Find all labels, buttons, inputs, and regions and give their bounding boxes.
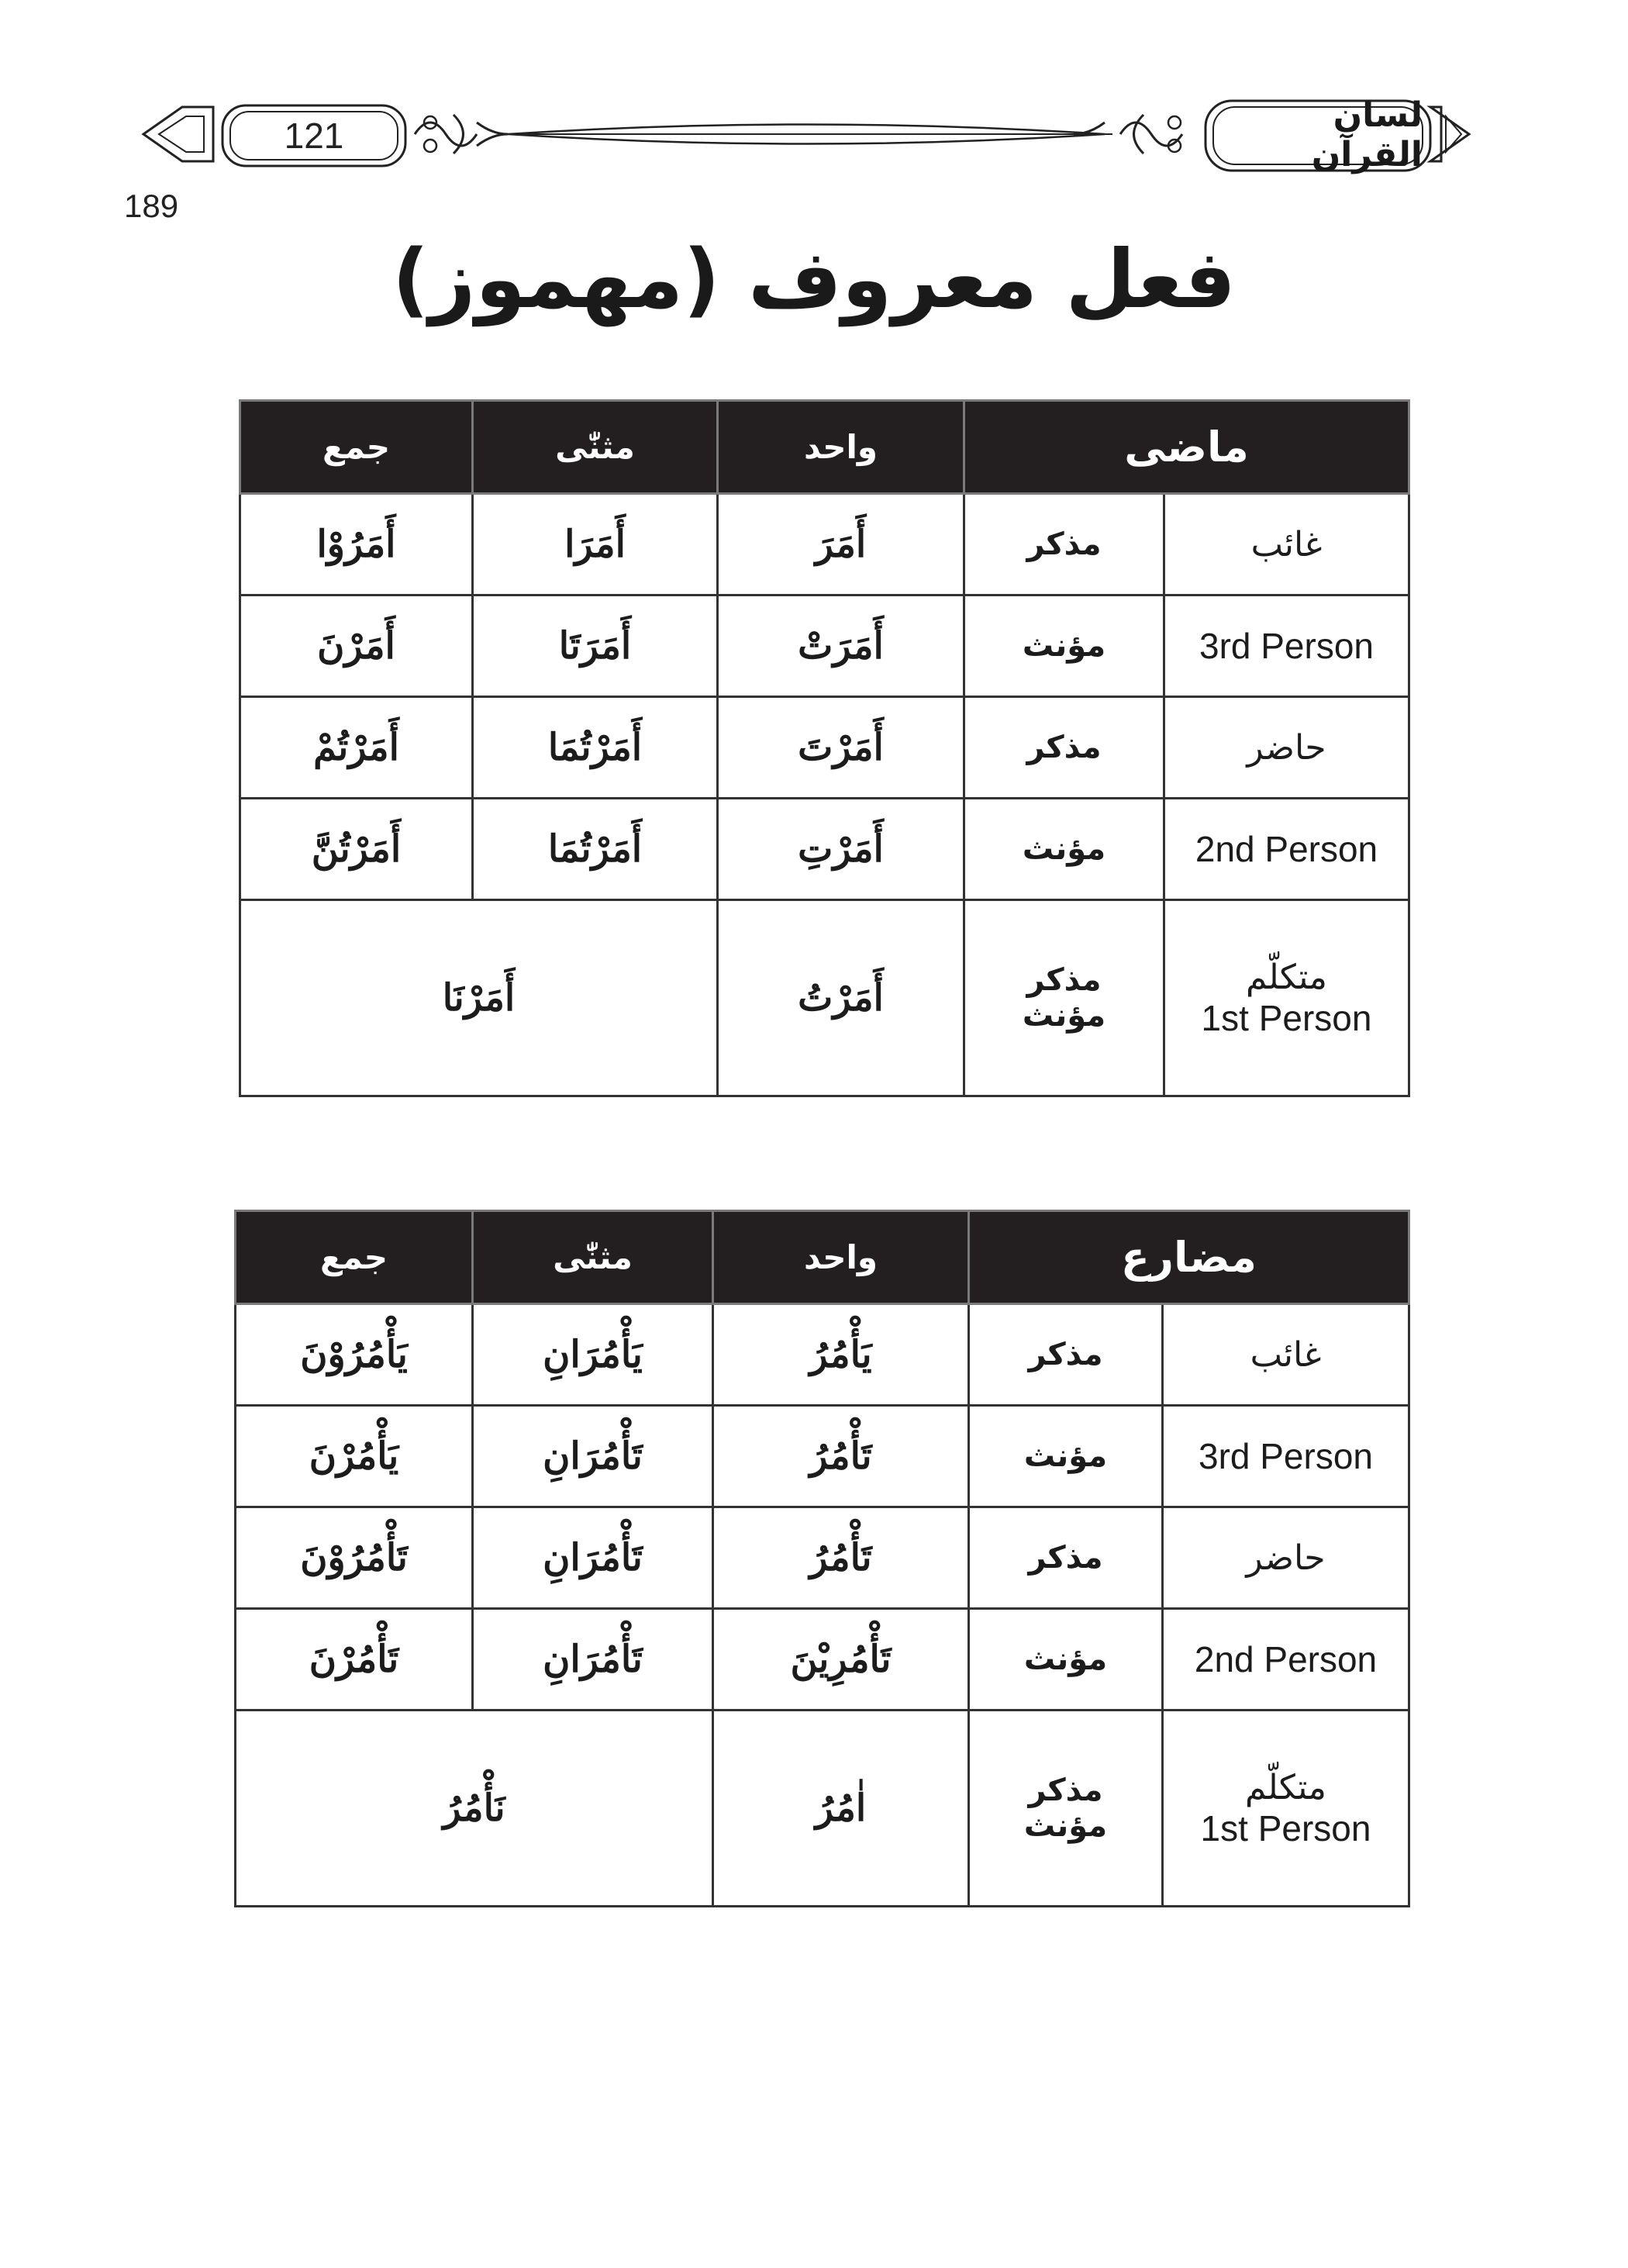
person-label: متکلّم <box>1246 957 1327 997</box>
gender-label: مذکر <box>969 1304 1163 1406</box>
dual-form: أَمَرْتُمَا <box>473 799 718 900</box>
mudari-table <box>234 1210 1410 1907</box>
gender-label: مذکر <box>1028 1773 1103 1808</box>
gender-label: مذکر <box>1026 962 1102 998</box>
dual-form: تَأْمُرَانِ <box>473 1609 713 1710</box>
singular-form: أَمَرَتْ <box>718 595 964 697</box>
dual-form: تَأْمُرَانِ <box>473 1507 713 1609</box>
person-stack <box>1164 900 1409 1096</box>
person-label: 3rd Person <box>1163 1406 1409 1507</box>
plural-form: أَمَرْتُمْ <box>240 697 473 799</box>
book-title: لسان القرآن <box>1311 95 1423 174</box>
plural-form: أَمَرْنَا <box>240 900 718 1096</box>
person-stack <box>1163 1710 1409 1907</box>
person-label: 1st Person <box>1201 997 1372 1038</box>
person-label: حاضر <box>1164 697 1409 799</box>
singular-form: أَمَرْتَ <box>718 697 964 799</box>
gender-stack <box>969 1710 1163 1907</box>
page-number: 121 <box>284 116 344 156</box>
table-row-first-person <box>236 1710 1409 1907</box>
plural-form: تَأْمُرُوْنَ <box>236 1507 473 1609</box>
table-row <box>236 1304 1409 1406</box>
singular-form: أَمَرْتِ <box>718 799 964 900</box>
singular-form: تَأْمُرُ <box>713 1507 969 1609</box>
table-row <box>236 1507 1409 1609</box>
gender-label: مؤنث <box>964 595 1164 697</box>
section-title: ماضی <box>964 401 1409 494</box>
dual-form: أَمَرَتَا <box>473 595 718 697</box>
side-code: 189 <box>124 188 179 224</box>
singular-form: اٰمُرُ <box>713 1710 969 1907</box>
table-row <box>236 1406 1409 1507</box>
singular-form: تَأْمُرُ <box>713 1406 969 1507</box>
person-label: 3rd Person <box>1164 595 1409 697</box>
dual-form: أَمَرَا <box>473 494 718 595</box>
column-plural: جمع <box>240 401 473 494</box>
table-header-row <box>236 1211 1409 1304</box>
gender-stack <box>964 900 1164 1096</box>
plural-form: يَأْمُرْنَ <box>236 1406 473 1507</box>
singular-form: تَأْمُرِيْنَ <box>713 1609 969 1710</box>
gender-label: مذکر <box>964 494 1164 595</box>
column-singular: واحد <box>718 401 964 494</box>
dual-form: تَأْمُرَانِ <box>473 1406 713 1507</box>
dual-form: يَأْمُرَانِ <box>473 1304 713 1406</box>
plural-form: نَأْمُرُ <box>236 1710 713 1907</box>
gender-label: مؤنث <box>1022 998 1106 1034</box>
person-label: متکلّم <box>1245 1767 1326 1807</box>
gender-label: مؤنث <box>969 1406 1163 1507</box>
plural-form: يَأْمُرُوْنَ <box>236 1304 473 1406</box>
singular-form: أَمَرَ <box>718 494 964 595</box>
column-dual: مثنّٰی <box>473 1211 713 1304</box>
gender-label: مذکر <box>969 1507 1163 1609</box>
person-label: غائب <box>1163 1304 1409 1406</box>
table-row-first-person <box>240 900 1409 1096</box>
plural-form: أَمَرْنَ <box>240 595 473 697</box>
madi-table <box>239 399 1410 1097</box>
person-label: غائب <box>1164 494 1409 595</box>
table-row <box>240 799 1409 900</box>
gender-label: مؤنث <box>1023 1808 1108 1844</box>
singular-form: يَأْمُرُ <box>713 1304 969 1406</box>
plural-form: أَمَرُوْا <box>240 494 473 595</box>
person-label: 2nd Person <box>1163 1609 1409 1710</box>
person-label: حاضر <box>1163 1507 1409 1609</box>
person-label: 2nd Person <box>1164 799 1409 900</box>
gender-label: مؤنث <box>964 799 1164 900</box>
section-title: مضارع <box>969 1211 1409 1304</box>
column-singular: واحد <box>713 1211 969 1304</box>
page-header <box>136 91 1477 177</box>
table-row <box>240 494 1409 595</box>
gender-label: مؤنث <box>969 1609 1163 1710</box>
table-header-row <box>240 401 1409 494</box>
plural-form: تَأْمُرْنَ <box>236 1609 473 1710</box>
table-row <box>236 1609 1409 1710</box>
gender-label: مذکر <box>964 697 1164 799</box>
table-row <box>240 595 1409 697</box>
table-row <box>240 697 1409 799</box>
plural-form: أَمَرْتُنَّ <box>240 799 473 900</box>
person-label: 1st Person <box>1200 1807 1371 1849</box>
dual-form: أَمَرْتُمَا <box>473 697 718 799</box>
column-dual: مثنّٰی <box>473 401 718 494</box>
column-plural: جمع <box>236 1211 473 1304</box>
singular-form: أَمَرْتُ <box>718 900 964 1096</box>
page-title: فعل معروف (مهموز) <box>391 232 1237 326</box>
